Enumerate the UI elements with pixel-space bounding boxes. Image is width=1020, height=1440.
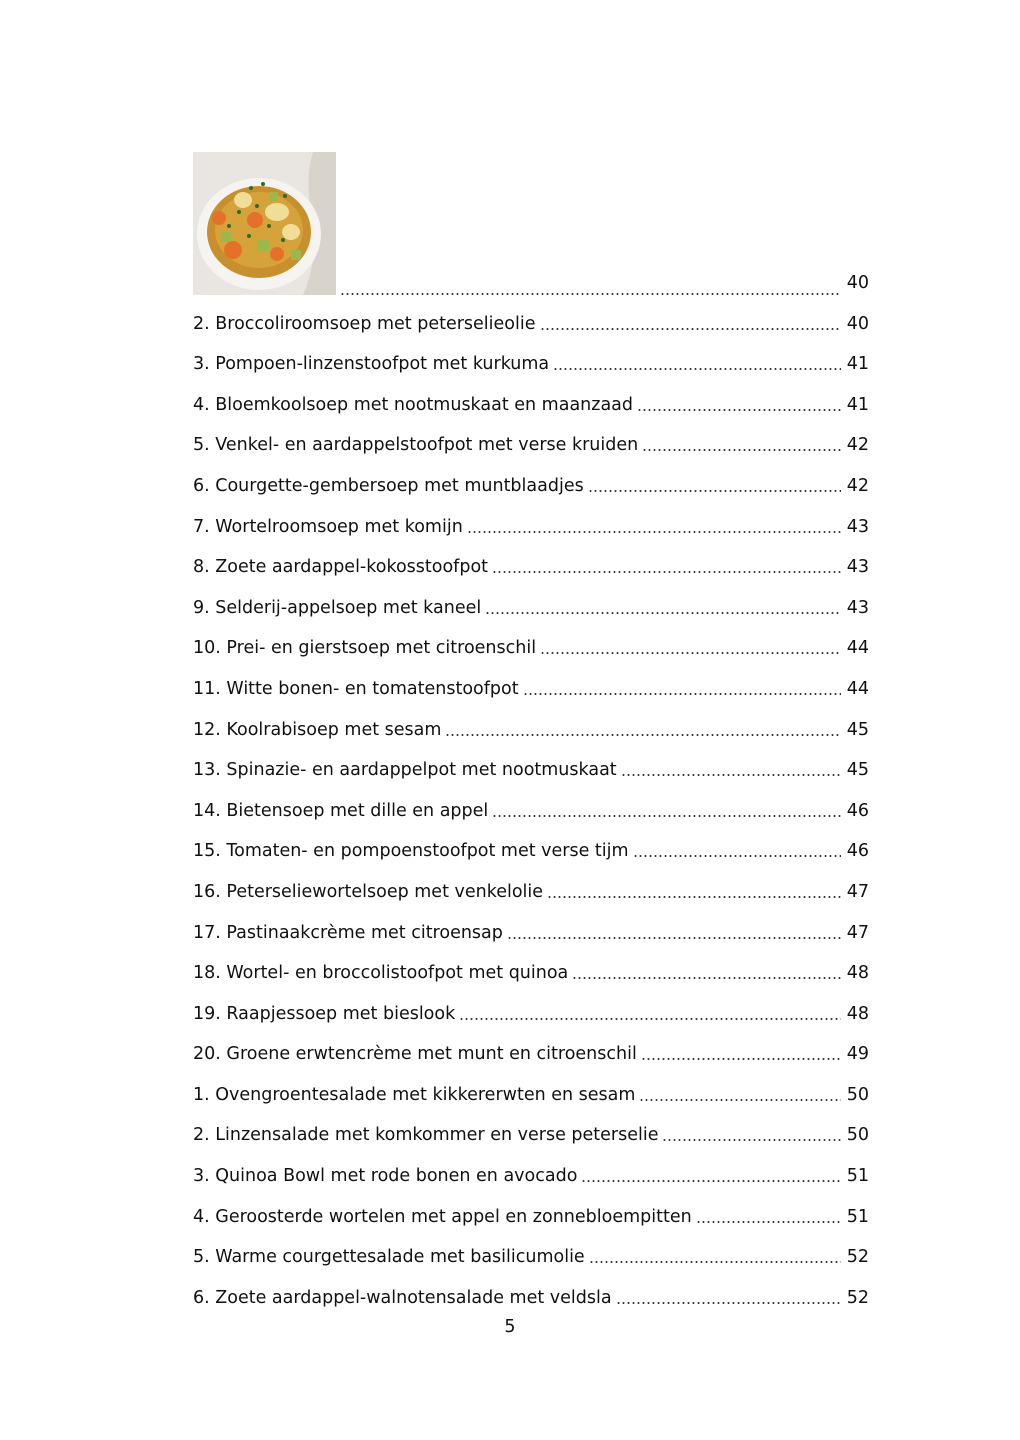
toc-entry[interactable] [193, 823, 869, 864]
toc-entry-title: 6. Zoete aardappel-walnotensalade met veldsla [193, 1287, 612, 1308]
toc-entry[interactable] [193, 782, 869, 823]
toc-page-number: 40 [846, 313, 869, 334]
dot-leader [589, 1261, 841, 1263]
toc-entry-title: 6. Courgette-gembersoep met muntblaadjes [193, 475, 584, 496]
dot-leader [445, 734, 841, 736]
table-of-contents [193, 150, 869, 1310]
toc-page-number: 48 [846, 1003, 869, 1024]
toc-entry-title: 9. Selderij-appelsoep met kaneel [193, 597, 482, 618]
toc-page-number: 50 [846, 1084, 869, 1105]
toc-entry-title: 18. Wortel- en broccolistoofpot met quinoa [193, 963, 569, 984]
dot-leader [459, 1018, 841, 1020]
toc-entry[interactable] [193, 457, 869, 498]
toc-entry-title: 10. Prei- en gierstsoep met citroenschil [193, 638, 537, 659]
toc-entry[interactable] [193, 945, 869, 986]
dot-leader [639, 1099, 841, 1101]
toc-entry[interactable] [193, 376, 869, 417]
toc-entry[interactable] [193, 539, 869, 580]
toc-entry-title: 19. Raapjessoep met bieslook [193, 1003, 456, 1024]
toc-entry-with-image[interactable] [193, 150, 869, 295]
toc-page-number: 52 [846, 1247, 869, 1268]
toc-entry[interactable] [193, 1066, 869, 1107]
dot-leader [485, 612, 841, 614]
dot-leader [523, 693, 841, 695]
dot-leader [637, 409, 841, 411]
toc-entry-title: 2. Broccoliroomsoep met peterselieolie [193, 313, 536, 334]
toc-entry[interactable] [193, 620, 869, 661]
toc-page-number: 45 [846, 760, 869, 781]
dot-leader [588, 490, 841, 492]
toc-page-number: 51 [846, 1206, 869, 1227]
footer-page-number: 5 [504, 1317, 516, 1337]
toc-entry-title: 3. Quinoa Bowl met rode bonen en avocado [193, 1166, 578, 1187]
toc-entry-title: 20. Groene erwtencrème met munt en citroenschil [193, 1044, 637, 1065]
toc-page-number: 46 [846, 841, 869, 862]
toc-entry[interactable] [193, 701, 869, 742]
toc-page-number: 42 [846, 475, 869, 496]
toc-entry[interactable] [193, 1229, 869, 1270]
dot-leader [642, 449, 841, 451]
toc-page-number: 47 [846, 881, 869, 902]
dot-leader [340, 293, 841, 295]
toc-entry[interactable] [193, 1107, 869, 1148]
toc-entry-title: 3. Pompoen-linzenstoofpot met kurkuma [193, 354, 550, 375]
toc-entry[interactable] [193, 295, 869, 336]
toc-entry[interactable] [193, 1269, 869, 1310]
toc-page-number: 44 [846, 638, 869, 659]
dot-leader [547, 896, 841, 898]
toc-entry-title: 16. Peterseliewortelsoep met venkelolie [193, 881, 544, 902]
toc-page-number: 41 [846, 394, 869, 415]
toc-entry-title: 8. Zoete aardappel-kokosstoofpot [193, 557, 489, 578]
toc-entry-title: 17. Pastinaakcrème met citroensap [193, 922, 503, 943]
toc-page-number: 50 [846, 1125, 869, 1146]
toc-entry-title: 15. Tomaten- en pompoenstoofpot met verse tijm [193, 841, 629, 862]
toc-page-number: 49 [846, 1044, 869, 1065]
toc-entry[interactable] [193, 417, 869, 458]
toc-entry-list [193, 295, 869, 1310]
toc-entry-title: 1. Ovengroentesalade met kikkererwten en sesam [193, 1084, 636, 1105]
toc-page-number: 43 [846, 516, 869, 537]
toc-entry[interactable] [193, 1147, 869, 1188]
dot-leader [621, 774, 841, 776]
dot-leader [572, 977, 841, 979]
toc-page-number: 40 [846, 273, 869, 293]
toc-page-number: 47 [846, 922, 869, 943]
dot-leader [553, 368, 841, 370]
toc-page-number: 43 [846, 557, 869, 578]
dot-leader [633, 855, 841, 857]
dot-leader [581, 1180, 841, 1182]
toc-page-number: 52 [846, 1287, 869, 1308]
toc-entry-title: 5. Warme courgettesalade met basilicumolie [193, 1247, 585, 1268]
toc-entry-title: 4. Geroosterde wortelen met appel en zonnebloempitten [193, 1206, 692, 1227]
dot-leader [492, 815, 841, 817]
toc-page-number: 43 [846, 597, 869, 618]
dot-leader [467, 531, 841, 533]
toc-entry-title: 12. Koolrabisoep met sesam [193, 719, 442, 740]
toc-entry-title: 5. Venkel- en aardappelstoofpot met verse kruiden [193, 435, 639, 456]
toc-page-number: 46 [846, 800, 869, 821]
toc-entry[interactable] [193, 863, 869, 904]
toc-page-number: 42 [846, 435, 869, 456]
dot-leader [507, 937, 841, 939]
toc-entry[interactable] [193, 1026, 869, 1067]
toc-entry-title: 13. Spinazie- en aardappelpot met nootmuskaat [193, 760, 617, 781]
toc-entry[interactable] [193, 904, 869, 945]
toc-entry[interactable] [193, 985, 869, 1026]
toc-entry-title: 14. Bietensoep met dille en appel [193, 800, 489, 821]
toc-entry[interactable] [193, 498, 869, 539]
toc-entry[interactable] [193, 660, 869, 701]
toc-page-number: 45 [846, 719, 869, 740]
toc-page-number: 44 [846, 678, 869, 699]
dot-leader [540, 328, 842, 330]
toc-entry-title: 7. Wortelroomsoep met komijn [193, 516, 463, 537]
toc-page-number: 51 [846, 1166, 869, 1187]
toc-page-number: 41 [846, 354, 869, 375]
toc-entry[interactable] [193, 742, 869, 783]
toc-entry-title: 2. Linzensalade met komkommer en verse peterselie [193, 1125, 659, 1146]
toc-entry-title: 4. Bloemkoolsoep met nootmuskaat en maanzaad [193, 394, 634, 415]
dot-leader [492, 571, 841, 573]
dot-leader [641, 1058, 841, 1060]
dot-leader [662, 1139, 841, 1141]
dot-leader [616, 1302, 841, 1304]
toc-entry[interactable] [193, 336, 869, 377]
toc-page-number: 48 [846, 963, 869, 984]
dot-leader [696, 1221, 841, 1223]
toc-entry-title: 11. Witte bonen- en tomatenstoofpot [193, 678, 519, 699]
toc-entry[interactable] [193, 1188, 869, 1229]
toc-entry[interactable] [193, 579, 869, 620]
dot-leader [540, 652, 841, 654]
vegetable-soup-image [193, 152, 336, 295]
